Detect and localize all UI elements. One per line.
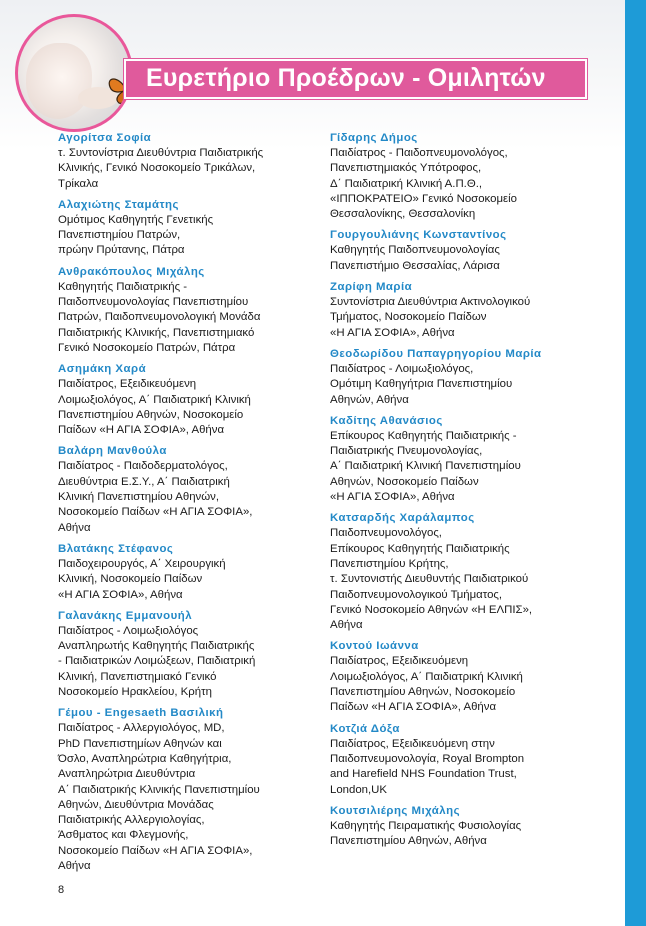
speaker-entry: [330, 131, 605, 222]
speaker-affiliation: [58, 624, 323, 700]
left-column: [58, 131, 323, 880]
affiliation-line: Νοσοκομείο Παίδων «Η ΑΓΙΑ ΣΟΦΙΑ»,: [58, 506, 253, 519]
speaker-entry: [58, 444, 323, 535]
affiliation-line: Λοιμωξιολόγος, Α΄ Παιδιατρική Κλινική: [58, 393, 251, 406]
speaker-affiliation: [330, 429, 605, 505]
affiliation-line: Παιδιατρικής Αλλεργιολογίας,: [58, 814, 205, 827]
affiliation-line: Παιδοχειρουργός, Α΄ Χειρουργική: [58, 557, 226, 570]
page-title: Ευρετήριο Προέδρων - Ομιλητών: [146, 64, 546, 92]
speaker-affiliation: [330, 737, 605, 798]
affiliation-line: Παιδίατρος - Λοιμωξιολόγος,: [330, 362, 474, 375]
speaker-name: Γουργουλιάνης Κωνσταντίνος: [330, 229, 507, 242]
side-color-bar: [625, 0, 646, 926]
affiliation-line: Κλινική, Πανεπιστημιακό Γενικό: [58, 670, 217, 683]
affiliation-line: Κλινικής, Γενικό Νοσοκομείο Τρικάλων,: [58, 162, 256, 175]
speaker-affiliation: [330, 654, 605, 715]
affiliation-line: «Η ΑΓΙΑ ΣΟΦΙΑ», Αθήνα: [58, 588, 183, 601]
affiliation-line: Καθηγητής Παιδιατρικής -: [58, 280, 188, 293]
speaker-name: Γαλανάκης Εμμανουήλ: [58, 609, 193, 622]
right-column: [330, 131, 605, 855]
affiliation-line: Καθηγητής Πειραματικής Φυσιολογίας: [330, 819, 522, 832]
speaker-entry: [330, 639, 605, 715]
affiliation-line: Παιδοπνευμονολόγος,: [330, 527, 442, 540]
affiliation-line: London,UK: [330, 783, 387, 796]
affiliation-line: Νοσοκομείο Παίδων «Η ΑΓΙΑ ΣΟΦΙΑ»,: [58, 844, 253, 857]
affiliation-line: Α΄ Παιδιατρική Κλινική Πανεπιστημίου: [330, 460, 521, 473]
speaker-entry: [330, 228, 605, 274]
affiliation-line: Αθήνα: [58, 859, 91, 872]
affiliation-line: Αθηνών, Νοσοκομείο Παίδων: [330, 475, 479, 488]
speaker-entry: [58, 198, 323, 259]
speaker-entry: [58, 609, 323, 700]
speaker-affiliation: [58, 213, 323, 259]
speaker-entry: [58, 542, 323, 603]
affiliation-line: Παιδίατρος, Εξειδικευόμενη στην: [330, 737, 495, 750]
speaker-name: Κουτσιλιέρης Μιχάλης: [330, 804, 461, 817]
speaker-affiliation: [330, 146, 605, 222]
affiliation-line: Παιδίατρος, Εξειδικευόμενη: [58, 378, 197, 391]
affiliation-line: Συντονίστρια Διευθύντρια Ακτινολογικού: [330, 296, 531, 309]
affiliation-line: Παιδιατρικής Κλινικής, Πανεπιστημιακό: [58, 326, 255, 339]
affiliation-line: Παιδοπνευμονολογικού Τμήματος,: [330, 588, 503, 601]
affiliation-line: Θεσσαλονίκης, Θεσσαλονίκη: [330, 208, 476, 221]
speaker-name: Ζαρίφη Μαρία: [330, 281, 413, 294]
affiliation-line: Δ΄ Παιδιατρική Κλινική Α.Π.Θ.,: [330, 177, 483, 190]
speaker-name: Κοντού Ιωάννα: [330, 640, 419, 653]
speaker-entry: [58, 706, 323, 874]
affiliation-line: Αναπληρώτρια Διευθύντρια: [58, 768, 196, 781]
speaker-affiliation: [58, 146, 323, 192]
affiliation-line: Πανεπιστημίου Αθηνών, Νοσοκομείο: [330, 686, 516, 699]
affiliation-line: πρώην Πρύτανης, Πάτρα: [58, 244, 185, 257]
affiliation-line: and Harefield NHS Foundation Trust,: [330, 768, 517, 781]
affiliation-line: Τρίκαλα: [58, 177, 99, 190]
speaker-affiliation: [58, 377, 323, 438]
affiliation-line: Παιδίατρος - Αλλεργιολόγος, MD,: [58, 722, 225, 735]
speaker-entry: [330, 722, 605, 798]
child-face-image: [26, 43, 92, 119]
speaker-name: Γέμου - Engesaeth Βασιλική: [58, 707, 224, 720]
affiliation-line: Πανεπιστημίου Πατρών,: [58, 229, 181, 242]
speaker-name: Καδίτης Αθανάσιος: [330, 414, 443, 427]
speaker-name: Κοτζιά Δόξα: [330, 722, 400, 735]
affiliation-line: PhD Πανεπιστημίων Αθηνών και: [58, 737, 222, 750]
affiliation-line: Παιδίατρος - Παιδοδερματολόγος,: [58, 460, 228, 473]
speaker-name: Βλατάκης Στέφανος: [58, 542, 174, 555]
affiliation-line: τ. Συντονιστής Διευθυντής Παιδιατρικού: [330, 573, 529, 586]
affiliation-line: Ομότιμη Καθηγήτρια Πανεπιστημίου: [330, 378, 513, 391]
speaker-name: Αλαχιώτης Σταμάτης: [58, 198, 179, 211]
speaker-affiliation: [58, 721, 323, 874]
affiliation-line: Αθηνών, Αθήνα: [330, 393, 409, 406]
affiliation-line: Άσθματος και Φλεγμονής,: [58, 829, 189, 842]
speaker-affiliation: [330, 819, 605, 850]
affiliation-line: Πανεπιστημίου Αθηνών, Νοσοκομείο: [58, 408, 244, 421]
affiliation-line: Αναπληρωτής Καθηγητής Παιδιατρικής: [58, 640, 255, 653]
affiliation-line: Αθήνα: [58, 521, 91, 534]
speaker-name: Ασημάκη Χαρά: [58, 363, 147, 376]
affiliation-line: Διευθύντρια Ε.Σ.Υ., Α΄ Παιδιατρική: [58, 475, 230, 488]
speaker-entry: [330, 414, 605, 505]
speaker-affiliation: [330, 295, 605, 341]
affiliation-line: Πανεπιστημίου Κρήτης,: [330, 557, 449, 570]
page-number: 8: [58, 884, 65, 896]
affiliation-line: Παιδίατρος - Λοιμωξιολόγος: [58, 624, 199, 637]
affiliation-line: Κλινική, Νοσοκομείο Παίδων: [58, 573, 203, 586]
speaker-name: Γίδαρης Δήμος: [330, 132, 418, 144]
speaker-affiliation: [58, 459, 323, 535]
speaker-name: Κατσαρδής Χαράλαμπος: [330, 512, 475, 525]
affiliation-line: Επίκουρος Καθηγητής Παιδιατρικής -: [330, 429, 517, 442]
affiliation-line: «Η ΑΓΙΑ ΣΟΦΙΑ», Αθήνα: [330, 326, 455, 339]
speaker-entry: [330, 511, 605, 633]
affiliation-line: Α΄ Παιδιατρικής Κλινικής Πανεπιστημίου: [58, 783, 260, 796]
affiliation-line: Λοιμωξιολόγος, Α΄ Παιδιατρική Κλινική: [330, 670, 523, 683]
speaker-affiliation: [330, 526, 605, 633]
affiliation-line: Παίδων «Η ΑΓΙΑ ΣΟΦΙΑ», Αθήνα: [58, 424, 225, 437]
affiliation-line: Παιδίατρος, Εξειδικευόμενη: [330, 655, 469, 668]
affiliation-line: Πανεπιστημίου Αθηνών, Αθήνα: [330, 835, 487, 848]
affiliation-line: Γενικό Νοσοκομείο Πατρών, Πάτρα: [58, 341, 236, 354]
speaker-affiliation: [58, 280, 323, 356]
affiliation-line: Παίδων «Η ΑΓΙΑ ΣΟΦΙΑ», Αθήνα: [330, 701, 497, 714]
affiliation-line: Αθήνα: [330, 619, 363, 632]
speaker-entry: [330, 280, 605, 341]
header-photo: [15, 14, 133, 132]
speaker-affiliation: [330, 362, 605, 408]
affiliation-line: Πανεπιστήμιο Θεσσαλίας, Λάρισα: [330, 259, 500, 272]
speaker-entry: [58, 265, 323, 356]
speaker-entry: [330, 347, 605, 408]
affiliation-line: τ. Συντονίστρια Διευθύντρια Παιδιατρικής: [58, 147, 264, 159]
speaker-affiliation: [330, 243, 605, 274]
affiliation-line: Αθηνών, Διευθύντρια Μονάδας: [58, 798, 214, 811]
speaker-entry: [58, 362, 323, 438]
affiliation-line: Παιδίατρος - Παιδοπνευμονολόγος,: [330, 147, 508, 159]
speaker-entry: [330, 804, 605, 850]
affiliation-line: Πατρών, Παιδοπνευμονολογική Μονάδα: [58, 311, 261, 324]
speaker-name: Αγορίτσα Σοφία: [58, 132, 152, 144]
affiliation-line: Νοσοκομείο Ηρακλείου, Κρήτη: [58, 686, 212, 699]
affiliation-line: «ΙΠΠΟΚΡΑΤΕΙΟ» Γενικό Νοσοκομείο: [330, 192, 517, 205]
title-banner: [124, 59, 587, 99]
speaker-entry: [58, 131, 323, 192]
affiliation-line: Γενικό Νοσοκομείο Αθηνών «Η ΕΛΠΙΣ»,: [330, 603, 533, 616]
affiliation-line: «Η ΑΓΙΑ ΣΟΦΙΑ», Αθήνα: [330, 491, 455, 504]
affiliation-line: Ομότιμος Καθηγητής Γενετικής: [58, 213, 214, 226]
affiliation-line: Κλινική Πανεπιστημίου Αθηνών,: [58, 491, 219, 504]
speaker-affiliation: [58, 557, 323, 603]
affiliation-line: Πανεπιστημιακός Υπότροφος,: [330, 162, 482, 175]
affiliation-line: Όσλο, Αναπληρώτρια Καθηγήτρια,: [58, 752, 232, 765]
affiliation-line: Παιδοπνευμονολογίας Πανεπιστημίου: [58, 296, 249, 309]
affiliation-line: Παιδοπνευμονολογία, Royal Brompton: [330, 752, 525, 765]
affiliation-line: - Παιδιατρικών Λοιμώξεων, Παιδιατρική: [58, 655, 256, 668]
speaker-name: Ανθρακόπουλος Μιχάλης: [58, 265, 205, 278]
affiliation-line: Επίκουρος Καθηγητής Παιδιατρικής: [330, 542, 510, 555]
speaker-name: Θεοδωρίδου Παπαγρηγορίου Μαρία: [330, 347, 542, 360]
affiliation-line: Τμήματος, Νοσοκομείο Παίδων: [330, 311, 487, 324]
affiliation-line: Παιδιατρικής Πνευμονολογίας,: [330, 445, 483, 458]
speaker-name: Βαλάρη Μανθούλα: [58, 445, 167, 458]
affiliation-line: Καθηγητής Παιδοπνευμονολογίας: [330, 244, 500, 257]
